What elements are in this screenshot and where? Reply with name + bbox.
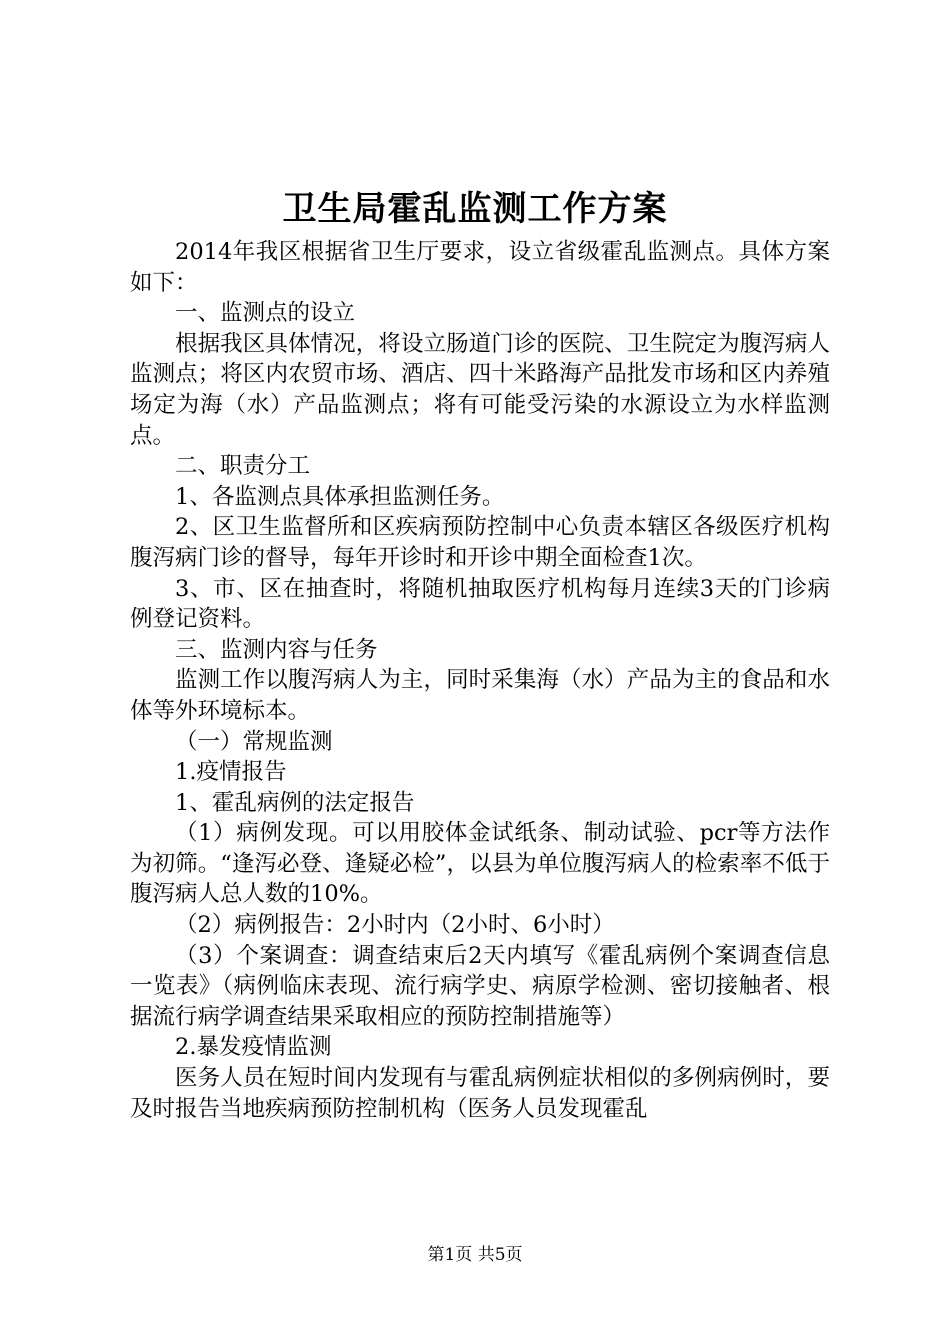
- page-footer: 第1页 共5页: [427, 1245, 523, 1265]
- list-item: （3）个案调查：调查结束后2天内填写《霍乱病例个案调查信息一览表》（病例临床表现、流行病学史、病原学检测、密切接触者、根据流行病学调查结果采取相应的预防控制措施等）: [130, 942, 830, 1030]
- list-item: 2、区卫生监督所和区疾病预防控制中心负责本辖区各级医疗机构腹泻病门诊的督导，每年开诊时和开诊中期全面检查1次。: [130, 514, 830, 571]
- paragraph: 监测工作以腹泻病人为主，同时采集海（水）产品为主的食品和水体等外环境标本。: [130, 667, 830, 724]
- section-heading-1: 一、监测点的设立: [175, 300, 356, 327]
- subsection-heading: 1.疫情报告: [175, 759, 287, 786]
- document-body: [130, 237, 830, 1124]
- subsection-heading: 2.暴发疫情监测: [175, 1034, 332, 1061]
- paragraph-intro: 2014年我区根据省卫生厅要求，设立省级霍乱监测点。具体方案如下：: [130, 239, 830, 296]
- list-item: 1、各监测点具体承担监测任务。: [175, 483, 505, 510]
- paragraph: 医务人员在短时间内发现有与霍乱病例症状相似的多例病例时，要及时报告当地疾病预防控制机构（医务人员发现霍乱: [130, 1065, 830, 1122]
- document-title: 卫生局霍乱监测工作方案: [282, 189, 668, 229]
- section-heading-3: 三、监测内容与任务: [175, 636, 378, 663]
- paragraph: 根据我区具体情况，将设立肠道门诊的医院、卫生院定为腹泻病人监测点；将区内农贸市场、酒店、四十米路海产品批发市场和区内养殖场定为海（水）产品监测点；将有可能受污染的水源设立为水样监测点。: [130, 330, 830, 449]
- section-heading-2: 二、职责分工: [175, 453, 311, 480]
- list-item: （1）病例发现。可以用胶体金试纸条、制动试验、pcr等方法作为初筛。“逢泻必登、逢疑必检”，以县为单位腹泻病人的检索率不低于腹泻病人总人数的10%。: [130, 820, 830, 908]
- subsection-heading: （一）常规监测: [175, 728, 333, 755]
- list-item: （2）病例报告：2小时内（2小时、6小时）: [175, 912, 615, 939]
- list-item: 3、市、区在抽查时，将随机抽取医疗机构每月连续3天的门诊病例登记资料。: [130, 575, 830, 633]
- subsection-heading: 1、霍乱病例的法定报告: [175, 789, 415, 816]
